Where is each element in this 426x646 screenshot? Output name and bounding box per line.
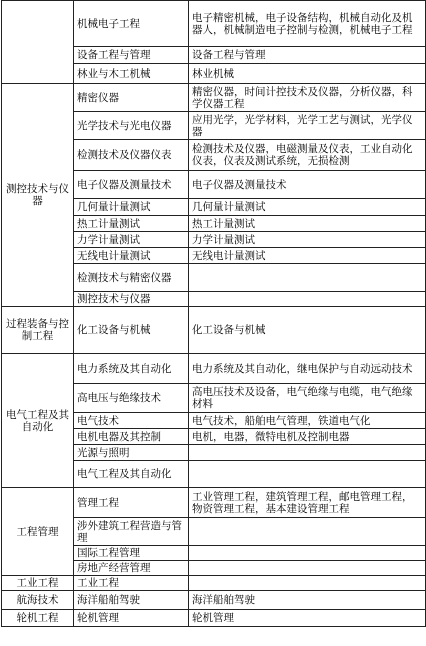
- major-name-cell: 光源与照明: [74, 445, 189, 461]
- major-desc-cell: 电子仪器及测量技术: [189, 171, 426, 199]
- major-name-cell: 林业与木工机械: [74, 64, 189, 84]
- major-name-cell: 电子仪器及测量技术: [74, 171, 189, 199]
- table-row: [2, 307, 426, 354]
- major-name-cell: 工业工程: [74, 576, 189, 591]
- major-desc-cell: [189, 292, 426, 307]
- major-name-cell: 高电压与绝缘技术: [74, 384, 189, 413]
- major-desc-cell: 精密仪器，时间计控技术及仪器，分析仪器，科学仪器工程: [189, 84, 426, 112]
- major-name-cell: 电气工程及其自动化: [74, 461, 189, 488]
- major-name-cell: 房地产经营管理: [74, 561, 189, 576]
- category-cell: 测控技术与仪器: [2, 84, 74, 307]
- table-row: [2, 576, 426, 591]
- major-name-cell: 电机电器及其控制: [74, 429, 189, 445]
- major-name-cell: 测控技术与仪器: [74, 292, 189, 307]
- major-desc-cell: 高电压技术及设备，电气绝缘与电缆，电气绝缘材料: [189, 384, 426, 413]
- table-row: [2, 488, 426, 518]
- major-desc-cell: 电子精密机械，电子设备结构，机械自动化及机器人，机械制造电子控制与检测，机械电子工程: [189, 1, 426, 47]
- major-desc-cell: [189, 445, 426, 461]
- major-desc-cell: 应用光学，光学材料，光学工艺与测试，光学仪器: [189, 112, 426, 140]
- major-desc-cell: 林业机械: [189, 64, 426, 84]
- major-name-cell: 检测技术及仪器仪表: [74, 140, 189, 171]
- major-desc-cell: 热工计量测试: [189, 216, 426, 232]
- major-name-cell: 热工计量测试: [74, 216, 189, 232]
- major-desc-cell: [189, 461, 426, 488]
- major-desc-cell: [189, 264, 426, 292]
- major-desc-cell: 海洋船舶驾驶: [189, 591, 426, 610]
- category-cell: 过程装备与控制工程: [2, 307, 74, 354]
- major-name-cell: 几何量计量测试: [74, 199, 189, 216]
- table-row: [2, 84, 426, 112]
- major-desc-cell: [189, 576, 426, 591]
- table-row: [2, 354, 426, 384]
- major-name-cell: 涉外建筑工程营造与管理: [74, 518, 189, 546]
- major-name-cell: 设备工程与管理: [74, 47, 189, 64]
- category-cell: 航海技术: [2, 591, 74, 610]
- major-desc-cell: [189, 546, 426, 561]
- category-cell: 轮机工程: [2, 610, 74, 627]
- major-desc-cell: [189, 561, 426, 576]
- major-desc-cell: 力学计量测试: [189, 232, 426, 248]
- major-desc-cell: [189, 518, 426, 546]
- category-cell: 工程管理: [2, 488, 74, 576]
- major-desc-cell: 几何量计量测试: [189, 199, 426, 216]
- major-desc-cell: 无线电计量测试: [189, 248, 426, 264]
- major-desc-cell: 电气技术，船舶电气管理，铁道电气化: [189, 413, 426, 429]
- major-name-cell: 光学技术与光电仪器: [74, 112, 189, 140]
- table-row: [2, 591, 426, 610]
- category-cell: 工业工程: [2, 576, 74, 591]
- major-desc-cell: 检测技术及仪器，电磁测量及仪表，工业自动化仪表，仪表及测试系统，无损检测: [189, 140, 426, 171]
- major-desc-cell: 化工设备与机械: [189, 307, 426, 354]
- major-name-cell: 检测技术与精密仪器: [74, 264, 189, 292]
- major-name-cell: 力学计量测试: [74, 232, 189, 248]
- major-name-cell: 电气技术: [74, 413, 189, 429]
- major-desc-cell: 轮机管理: [189, 610, 426, 627]
- major-name-cell: 海洋船舶驾驶: [74, 591, 189, 610]
- major-name-cell: 电力系统及其自动化: [74, 354, 189, 384]
- major-name-cell: 化工设备与机械: [74, 307, 189, 354]
- major-table: [1, 0, 426, 627]
- major-name-cell: 机械电子工程: [74, 1, 189, 47]
- major-name-cell: 管理工程: [74, 488, 189, 518]
- table-row: [2, 1, 426, 47]
- major-desc-cell: 设备工程与管理: [189, 47, 426, 64]
- major-name-cell: 精密仪器: [74, 84, 189, 112]
- category-cell: [2, 1, 74, 84]
- major-desc-cell: 电力系统及其自动化，继电保护与自动远动技术: [189, 354, 426, 384]
- table-row: [2, 610, 426, 627]
- major-name-cell: 国际工程管理: [74, 546, 189, 561]
- major-name-cell: 轮机管理: [74, 610, 189, 627]
- major-desc-cell: 电机，电器，微特电机及控制电器: [189, 429, 426, 445]
- major-name-cell: 无线电计量测试: [74, 248, 189, 264]
- major-desc-cell: 工业管理工程，建筑管理工程，邮电管理工程，物资管理工程，基本建设管理工程: [189, 488, 426, 518]
- category-cell: 电气工程及其自动化: [2, 354, 74, 488]
